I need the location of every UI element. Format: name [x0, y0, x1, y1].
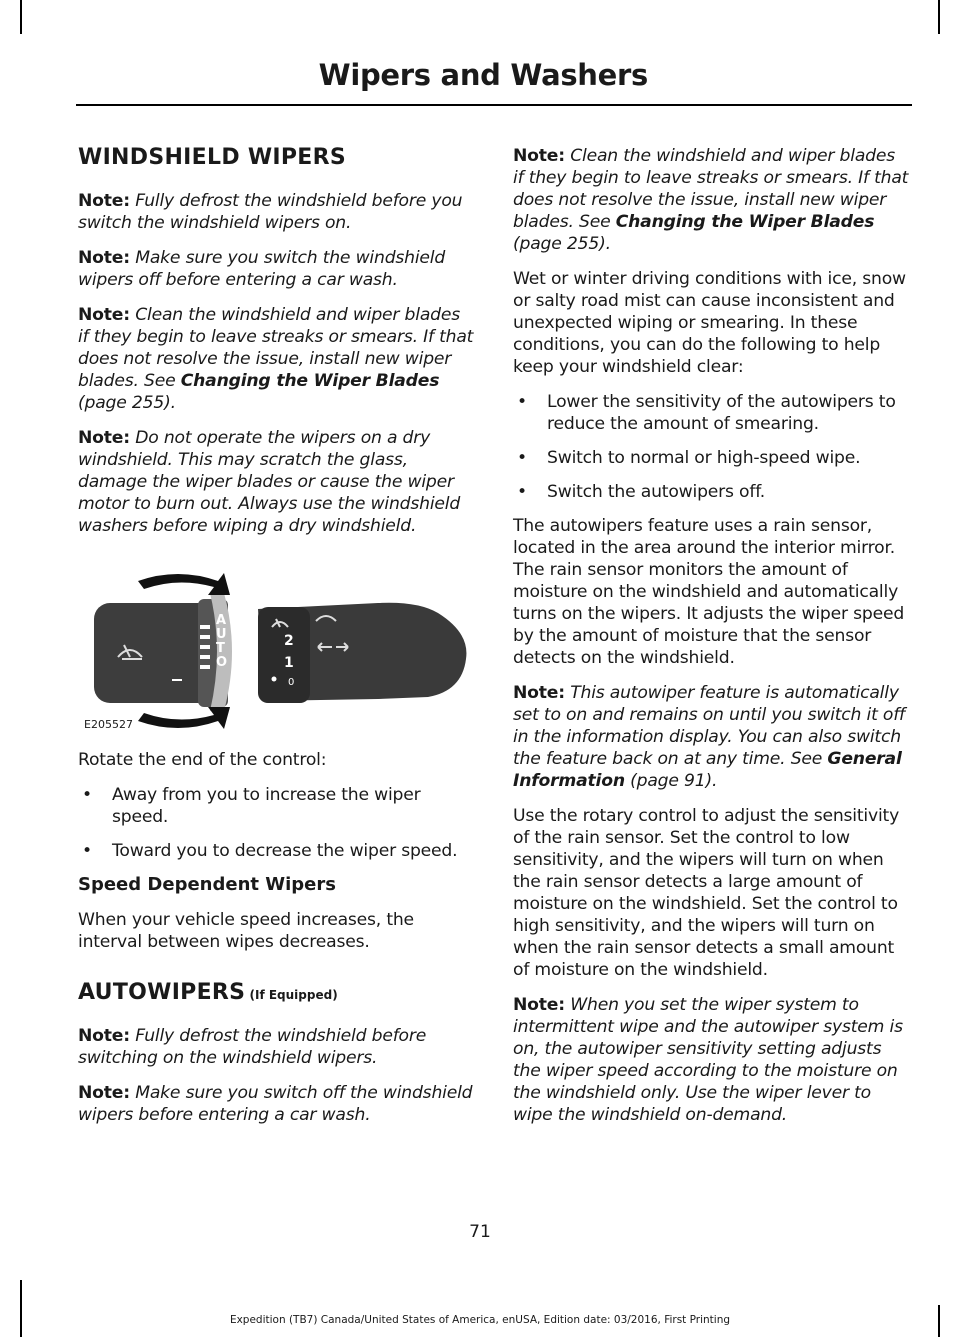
- subheading-speed-dependent-wipers: Speed Dependent Wipers: [78, 874, 336, 895]
- figure-code: E205527: [84, 718, 133, 731]
- xref-changing-wiper-blades[interactable]: Changing the Wiper Blades: [615, 212, 875, 232]
- list-item: • Switch the autowipers off.: [513, 481, 909, 503]
- note-dry-windshield: Note: Do not operate the wipers on a dry windshield. This may scratch the glass, damage the wiper blades or cause the wiper motor to burn out. Always use the windshield washers before wiping a dry windshield.: [78, 428, 461, 536]
- speed-dependent-text: When your vehicle speed increases, the interval between wipes decreases.: [78, 910, 414, 952]
- right-column: [513, 145, 909, 1139]
- figure-label-t: T: [216, 641, 225, 656]
- page-number: 71: [469, 1222, 491, 1242]
- note-autowipers-defrost: Note: Fully defrost the windshield before switching on the windshield wipers.: [78, 1026, 427, 1068]
- wiper-control-figure: [78, 551, 474, 731]
- figure-label-o: O: [216, 655, 228, 670]
- note-clean-blades-autowipers: Note: Clean the windshield and wiper blades if they begin to leave streaks or smears. If that does not resolve the issue, install new wiper blades. See Changing the Wiper Blades (page 255).: [513, 146, 909, 254]
- crop-mark-top-right: [938, 0, 940, 34]
- conditions-bullet-list: [513, 391, 909, 503]
- wiper-stalk-illustration: [78, 551, 474, 731]
- section-heading-windshield-wipers: WINDSHIELD WIPERS: [78, 145, 347, 170]
- left-column: [78, 145, 474, 1139]
- if-equipped-label: (If Equipped): [245, 988, 338, 1002]
- figure-label-speed-2: 2: [284, 633, 294, 649]
- figure-label-a: A: [216, 613, 227, 628]
- rotate-bullet-list: [78, 784, 474, 862]
- page-footer: Expedition (TB7) Canada/United States of America, enUSA, Edition date: 03/2016, First Printing: [229, 1314, 731, 1326]
- page-header-title: Wipers and Washers: [318, 58, 648, 92]
- section-heading-autowipers: AUTOWIPERS (If Equipped): [78, 980, 338, 1005]
- note-autowiper-default: Note: This autowiper feature is automatically set to on and remains on until you switch it off in the information display. You can also switch the feature back on at any time. See General Information (page 91).: [513, 683, 905, 791]
- note-clean-blades: Note: Clean the windshield and wiper blades if they begin to leave streaks or smears. If that does not resolve the issue, install new wiper blades. See Changing the Wiper Blades (page 255).: [78, 305, 474, 413]
- note-autowipers-car-wash: Note: Make sure you switch off the windshield wipers before entering a car wash.: [78, 1083, 473, 1125]
- list-item: • Lower the sensitivity of the autowipers to reduce the amount of smearing.: [513, 391, 909, 435]
- conditions-text: Wet or winter driving conditions with ice, snow or salty road mist can cause inconsistent and unexpected wiping or smearing. In these conditions, you can do the following to help keep your windshield clear:: [513, 269, 906, 377]
- figure-label-u: U: [216, 627, 227, 642]
- note-car-wash: Note: Make sure you switch the windshield wipers off before entering a car wash.: [78, 248, 446, 290]
- figure-label-speed-0: 0: [288, 677, 295, 688]
- xref-changing-wiper-blades[interactable]: Changing the Wiper Blades: [180, 371, 440, 391]
- rotate-intro: Rotate the end of the control:: [78, 750, 327, 770]
- list-item: • Switch to normal or high-speed wipe.: [513, 447, 909, 469]
- figure-label-speed-1: 1: [284, 655, 294, 671]
- xref-general-information[interactable]: General Information: [513, 749, 902, 791]
- note-defrost: Note: Fully defrost the windshield before you switch the windshield wipers on.: [78, 191, 463, 233]
- note-intermittent-wipe: Note: When you set the wiper system to intermittent wipe and the autowiper system is on, the autowiper sensitivity setting adjusts the wiper speed according to the moisture on the windshield only. Use the wiper lever to wipe the windshield on-demand.: [513, 995, 903, 1125]
- header-rule: [76, 104, 912, 106]
- crop-mark-bottom-left: [20, 1280, 22, 1337]
- rain-sensor-text: The autowipers feature uses a rain sensor, located in the area around the interior mirror. The rain sensor monitors the amount of moisture on the windshield and automatically turns on the wipers. It adjusts the wiper speed by the amount of moisture that the sensor detects on the windshield.: [513, 516, 905, 668]
- rotary-control-text: Use the rotary control to adjust the sensitivity of the rain sensor. Set the control to low sensitivity, and the wipers will turn on when the rain sensor detects a large amount of moisture on the windshield. Set the control to high sensitivity, and the wipers will turn on when the rain sensor detects a small amount of moisture on the windshield.: [513, 806, 900, 980]
- crop-mark-top-left: [20, 0, 22, 34]
- list-item: • Toward you to decrease the wiper speed.: [78, 840, 474, 862]
- list-item: • Away from you to increase the wiper speed.: [78, 784, 474, 828]
